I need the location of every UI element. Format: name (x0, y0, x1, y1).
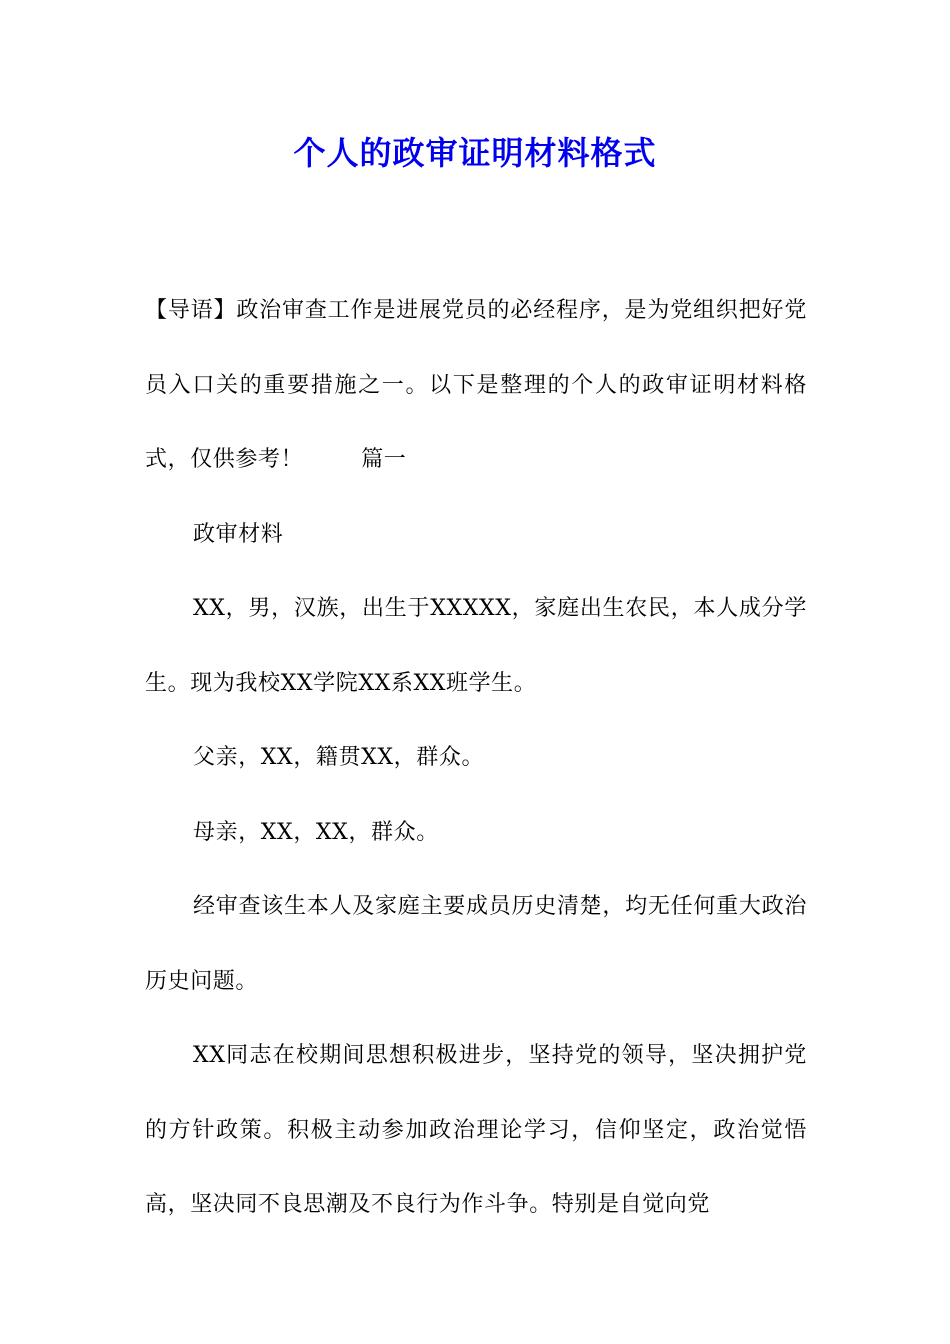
paragraph-mother: 母亲，XX，XX，群众。 (193, 819, 439, 845)
paragraph-heading: 政审材料 (193, 521, 284, 547)
intro-text: 【导语】政治审查工作是进展党员的必经程序，是为党组织把好党员入口关的重要措施之一。以下是整理的个人的政审证明材料格式，仅供参考！ (145, 298, 807, 472)
paragraph-evaluation: XX同志在校期间思想积极进步，坚持党的领导，坚决拥护党的方针政策。积极主动参加政治理论学习，信仰坚定，政治觉悟高，坚决同不良思潮及不良行为作斗争。特别是自觉向党 (145, 1043, 807, 1217)
document-title: 个人的政审证明材料格式 (293, 134, 657, 172)
intro-paragraph (145, 274, 807, 498)
section-label: 篇一 (361, 447, 407, 472)
document-body (145, 274, 807, 1243)
paragraph-father: 父亲，XX，籍贯XX，群众。 (193, 745, 485, 770)
paragraph-personal-info: XX，男，汉族，出生于XXXXX，家庭出生农民，本人成分学生。现为我校XX学院XX系XX班学生。 (145, 596, 807, 696)
paragraph-review-result: 经审查该生本人及家庭主要成员历史清楚，均无任何重大政治历史问题。 (145, 894, 807, 994)
